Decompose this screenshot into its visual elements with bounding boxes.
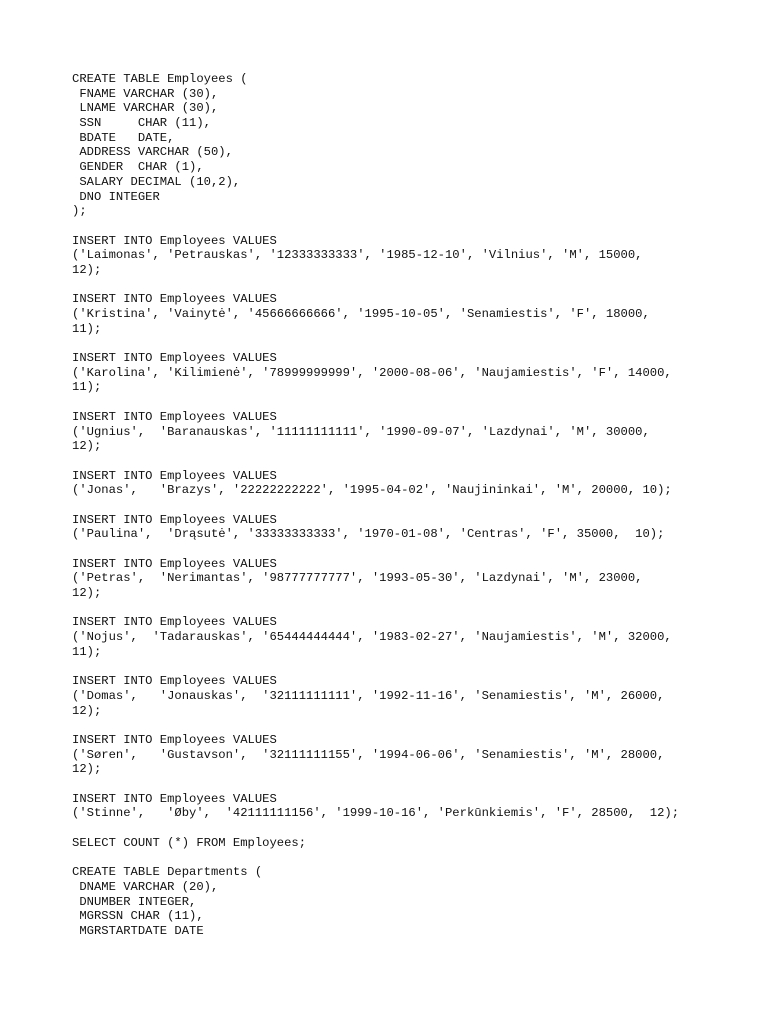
code-line: DNO INTEGER <box>72 189 160 204</box>
code-line: INSERT INTO Employees VALUES <box>72 233 277 248</box>
code-line <box>72 395 752 410</box>
code-line: INSERT INTO Employees VALUES <box>72 732 277 747</box>
code-line: 12); <box>72 439 102 454</box>
sql-document <box>72 72 752 939</box>
code-line: 12); <box>72 586 102 601</box>
code-line <box>72 821 752 836</box>
code-line: ('Kristina', 'Vainytė', '45666666666', '1995-10-05', 'Senamiestis', 'F', 18000, <box>72 307 650 321</box>
code-line: 11); <box>72 644 102 659</box>
code-line <box>72 336 752 351</box>
code-line: INSERT INTO Employees VALUES <box>72 409 277 424</box>
code-line <box>72 498 752 513</box>
code-line: 12); <box>72 262 102 277</box>
code-line: 12); <box>72 703 102 718</box>
code-line <box>72 718 752 733</box>
code-line: INSERT INTO Employees VALUES <box>72 292 277 307</box>
code-line: ('Laimonas', 'Petrauskas', '12333333333', '1985-12-10', 'Vilnius', 'M', 15000, <box>72 248 643 263</box>
code-line: LNAME VARCHAR (30), <box>72 101 219 116</box>
code-line: ('Søren', 'Gustavson', '32111111155', '1994-06-06', 'Senamiestis', 'M', 28000, <box>72 747 665 762</box>
code-line: INSERT INTO Employees VALUES <box>72 615 277 630</box>
code-line: DNUMBER INTEGER, <box>72 894 197 909</box>
code-line: 12); <box>72 762 102 777</box>
code-line: DNAME VARCHAR (20), <box>72 879 219 894</box>
code-line: INSERT INTO Employees VALUES <box>72 556 277 571</box>
code-line: ); <box>72 204 87 219</box>
code-line: ('Stinne', 'Øby', '42111111156', '1999-10-16', 'Perkūnkiemis', 'F', 28500, 12); <box>72 806 680 821</box>
code-line: ('Ugnius', 'Baranauskas', '11111111111', '1990-09-07', 'Lazdynai', 'M', 30000, <box>72 424 650 439</box>
code-line <box>72 542 752 557</box>
code-line <box>72 278 752 293</box>
code-line <box>72 850 752 865</box>
code-line: FNAME VARCHAR (30), <box>72 86 219 101</box>
code-line: CREATE TABLE Departments ( <box>72 865 263 880</box>
code-line <box>72 660 752 675</box>
code-line: ('Jonas', 'Brazys', '22222222222', '1995-04-02', 'Naujininkai', 'M', 20000, 10); <box>72 483 672 498</box>
code-line: INSERT INTO Employees VALUES <box>72 512 277 527</box>
code-line: BDATE DATE, <box>72 130 175 145</box>
code-line: ('Petras', 'Nerimantas', '98777777777', '1993-05-30', 'Lazdynai', 'M', 23000, <box>72 571 643 586</box>
code-line: ('Karolina', 'Kilimienė', '78999999999', '2000-08-06', 'Naujamiestis', 'F', 14000, <box>72 365 672 380</box>
code-line <box>72 454 752 469</box>
code-line: ADDRESS VARCHAR (50), <box>72 145 233 160</box>
code-line <box>72 777 752 792</box>
code-line <box>72 219 752 234</box>
code-line: INSERT INTO Employees VALUES <box>72 791 277 806</box>
code-line: SALARY DECIMAL (10,2), <box>72 174 241 189</box>
code-line: SELECT COUNT (*) FROM Employees; <box>72 835 307 850</box>
code-line: MGRSTARTDATE DATE <box>72 923 204 938</box>
code-line: MGRSSN CHAR (11), <box>72 909 204 924</box>
code-line: INSERT INTO Employees VALUES <box>72 468 277 483</box>
code-line: CREATE TABLE Employees ( <box>72 72 248 86</box>
code-line: ('Nojus', 'Tadarauskas', '65444444444', '1983-02-27', 'Naujamiestis', 'M', 32000, <box>72 630 672 645</box>
code-line: ('Domas', 'Jonauskas', '32111111111', '1992-11-16', 'Senamiestis', 'M', 26000, <box>72 688 665 703</box>
code-line: 11); <box>72 321 102 336</box>
code-line: SSN CHAR (11), <box>72 116 211 131</box>
code-line: ('Paulina', 'Drąsutė', '33333333333', '1970-01-08', 'Centras', 'F', 35000, 10); <box>72 527 665 542</box>
code-line: INSERT INTO Employees VALUES <box>72 674 277 689</box>
code-line: GENDER CHAR (1), <box>72 160 204 175</box>
code-line: 11); <box>72 380 102 395</box>
code-line <box>72 601 752 616</box>
code-line: INSERT INTO Employees VALUES <box>72 351 277 366</box>
